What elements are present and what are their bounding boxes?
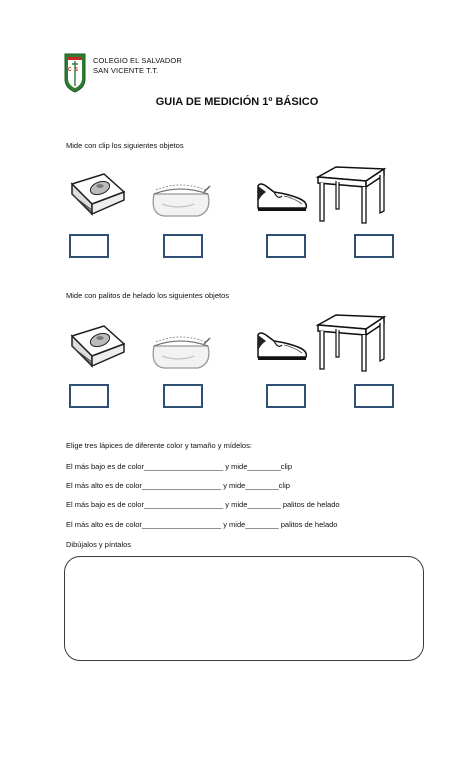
school-name: COLEGIO EL SALVADOR — [93, 56, 182, 65]
draw-instruction: Dibújalos y píntalos — [66, 540, 132, 549]
answer-box-bag-clip[interactable] — [163, 234, 203, 258]
book-icon — [64, 322, 128, 370]
shield-icon — [64, 53, 86, 93]
fill-line-2[interactable]: El más alto es de color___________________ y mide________clip — [66, 481, 290, 490]
answer-box-table-clip[interactable] — [354, 234, 394, 258]
fill-line-4[interactable]: El más alto es de color___________________ y mide________ palitos de helado — [66, 520, 338, 529]
page-title: GUIA DE MEDICIÓN 1º BÁSICO — [155, 96, 319, 108]
answer-box-table-palitos[interactable] — [354, 384, 394, 408]
answer-box-book-clip[interactable] — [69, 234, 109, 258]
fill-line-3[interactable]: El más bajo es de color___________________ y mide________ palitos de helado — [66, 500, 340, 509]
shoe-icon — [254, 327, 310, 363]
section2-instruction: Mide con palitos de helado los siguientes objetos — [66, 291, 230, 300]
answer-box-bag-palitos[interactable] — [163, 384, 203, 408]
section1-instruction: Mide con clip los siguientes objetos — [66, 141, 184, 150]
shoe-icon — [254, 178, 310, 214]
logo-letters: CS — [68, 67, 81, 73]
book-icon — [64, 170, 128, 218]
fill-line-1[interactable]: El más bajo es de color___________________ y mide________clip — [66, 462, 293, 471]
school-location: SAN VICENTE T.T. — [93, 66, 159, 75]
section3-instruction: Elige tres lápices de diferente color y tamaño y mídelos: — [66, 441, 252, 450]
answer-box-shoe-palitos[interactable] — [266, 384, 306, 408]
table-icon — [314, 311, 388, 373]
school-logo — [64, 53, 86, 93]
answer-box-shoe-clip[interactable] — [266, 234, 306, 258]
bag-icon — [148, 330, 214, 372]
drawing-area[interactable] — [64, 556, 424, 661]
answer-box-book-palitos[interactable] — [69, 384, 109, 408]
bag-icon — [148, 178, 214, 220]
table-icon — [314, 163, 388, 225]
